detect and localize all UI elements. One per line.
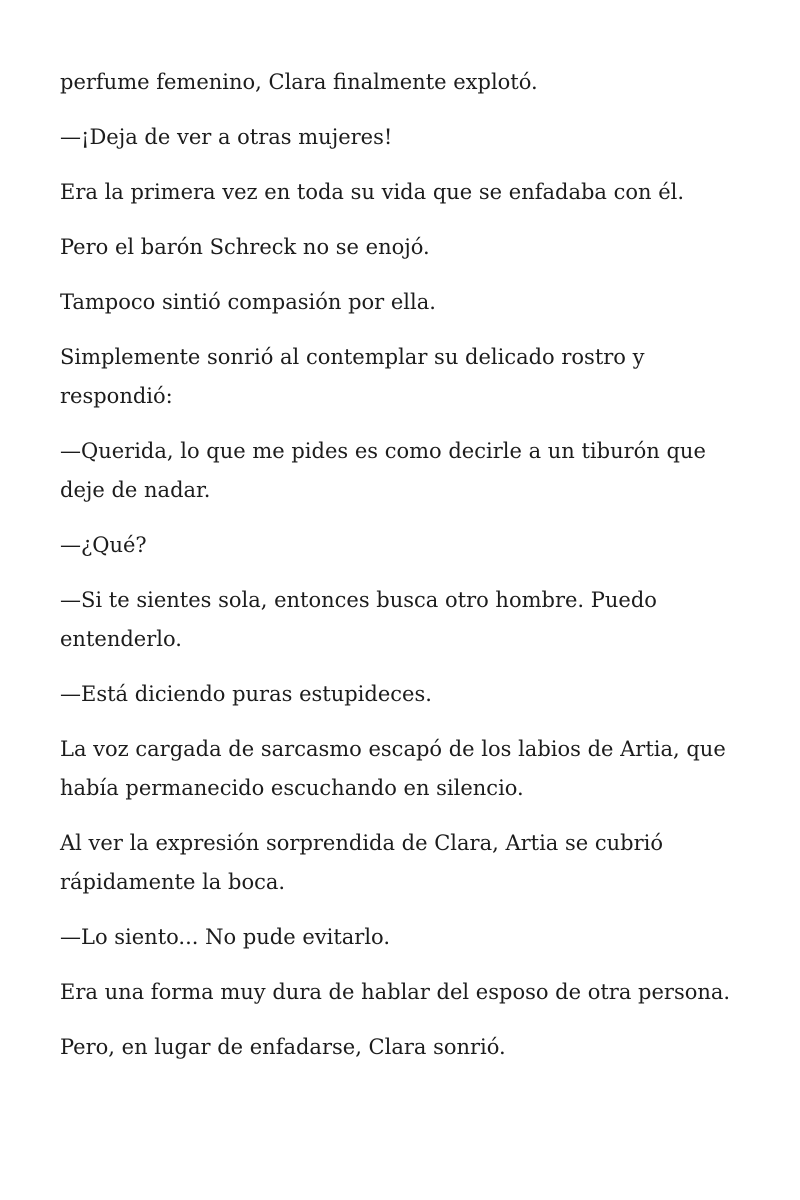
paragraph: —¿Qué? [60, 533, 147, 557]
paragraph: perfume femenino, Clara finalmente explotó. [60, 70, 538, 94]
paragraph: Era una forma muy dura de hablar del esposo de otra persona. [60, 980, 731, 1004]
paragraph: Al ver la expresión sorprendida de Clara, Artia se cubrió rápidamente la boca. [60, 831, 664, 894]
paragraph: Pero el barón Schreck no se enojó. [60, 235, 430, 259]
paragraph: —Lo siento... No pude evitarlo. [60, 925, 391, 949]
paragraph: —Está diciendo puras estupideces. [60, 682, 432, 706]
paragraph: La voz cargada de sarcasmo escapó de los labios de Artia, que había permanecido escuchando en silencio. [60, 737, 726, 800]
paragraph: Era la primera vez en toda su vida que se enfadaba con él. [60, 180, 685, 204]
paragraph: Simplemente sonrió al contemplar su delicado rostro y respondió: [60, 345, 645, 408]
paragraph: —Si te sientes sola, entonces busca otro hombre. Puedo entenderlo. [60, 588, 657, 651]
paragraph: —¡Deja de ver a otras mujeres! [60, 125, 393, 149]
paragraph: Pero, en lugar de enfadarse, Clara sonrió. [60, 1035, 506, 1059]
paragraph: —Querida, lo que me pides es como decirle a un tiburón que deje de nadar. [60, 439, 706, 502]
paragraph: Tampoco sintió compasión por ella. [60, 290, 436, 314]
